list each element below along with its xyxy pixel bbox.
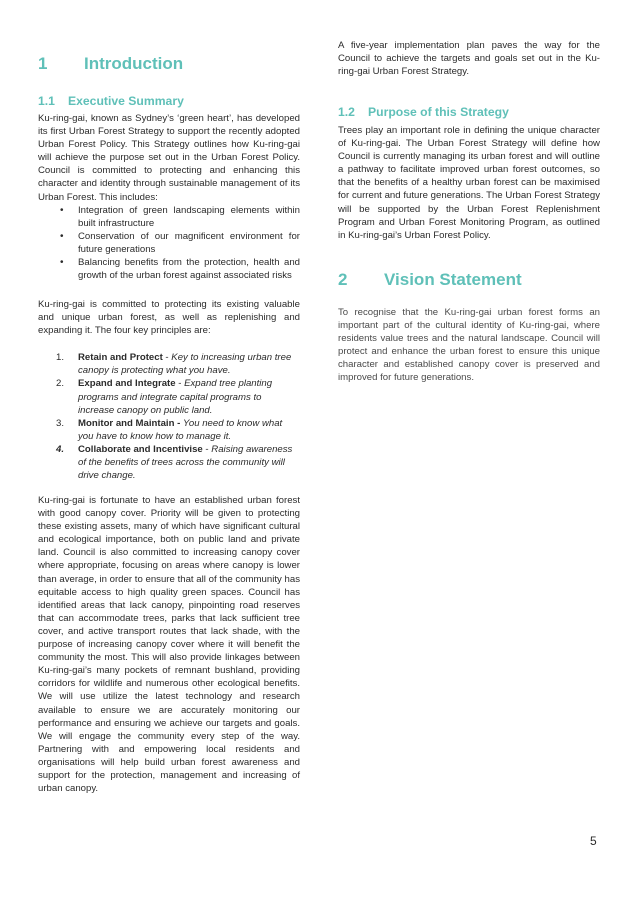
principle-title: Expand and Integrate xyxy=(78,378,176,390)
principles-list xyxy=(38,351,300,482)
principle-separator: - xyxy=(175,378,185,390)
principle-description: You need to know what you have to know how to manage it. xyxy=(78,417,283,442)
heading-introduction xyxy=(38,54,300,74)
principle-separator: - xyxy=(202,443,212,455)
principle-description: Key to increasing urban tree canopy is protecting what you have. xyxy=(78,352,292,377)
principle-item xyxy=(38,377,300,416)
heading-number: 1.2 xyxy=(338,105,355,119)
vision-body xyxy=(338,306,600,385)
principles-section xyxy=(38,298,300,482)
heading-number: 2 xyxy=(338,270,348,289)
canopy-paragraph: Ku-ring-gai is fortunate to have an established urban forest with good canopy cover. Priority will be given to protecting these existing assets, many of which have significant cultural and ecological importance, both on public land and private land. Council is also committed to increasing canopy cover where appropriate, focusing on areas where canopy is lower than average, in order to ensure that all of the community has equitable access to high quality green spaces. Council has identified areas that lack canopy, pinpointing road reserves that can accommodate trees, parks that lack sufficient tree cover, and active transport routes that lack shade, with the purpose of increasing canopy cover where it will benefit the community the most. This will also provide linkages between Ku-ring-gai’s many pockets of remnant bushland, providing corridors for wildlife and numerous other ecological benefits. We will use utilize the latest technology and research available to ensure we are accurately monitoring our performance and ensuring we achieve our targets and goals. We will engage the community every step of the way. Partnering with and empowering local residents and organisations will help build urban forest awareness and support for the protection, management and increasing of urban canopy. xyxy=(38,495,300,795)
heading-text: Executive Summary xyxy=(68,94,184,108)
purpose-paragraph: Trees play an important role in defining the unique character of Ku-ring-gai. The Urban Forest Strategy will define how Council is currently managing its urban forest and will outline a pathway to facilitate improved urban forest outcomes, so that the benefits of a healthy urban forest can be maximised for current and future generations. The Urban Forest Strategy will be supported by the Urban Forest Replenishment Program and Urban Forest Monitoring Program, as outlined in Ku-ring-gai’s Urban Forest Policy. xyxy=(338,125,600,241)
page-number: 5 xyxy=(590,834,597,848)
executive-summary-body xyxy=(38,112,300,282)
principle-title: Monitor and Maintain - xyxy=(78,417,181,429)
heading-text: Purpose of this Strategy xyxy=(368,105,509,119)
implementation-plan xyxy=(338,39,600,78)
exec-paragraph: Ku-ring-gai, known as Sydney’s ‘green heart’, has developed its first Urban Forest Strategy to support the recently adopted Urban Forest Policy. This Strategy outlines how Ku-ring-gai will achieve the purpose set out in the Urban Forest Policy. Council is committed to protecting and enhancing this character and identity through sustainable management of its Urban Forest. This includes: xyxy=(38,113,300,203)
list-item: • Integration of green landscaping elements within built infrastructure xyxy=(38,204,300,230)
purpose-body xyxy=(338,124,600,242)
list-item: • Balancing benefits from the protection, health and growth of the urban forest against associated risks xyxy=(38,256,300,282)
heading-vision xyxy=(338,270,600,290)
principle-number: 2. xyxy=(56,378,65,390)
plan-paragraph: A five-year implementation plan paves the way for the Council to achieve the targets and goals set out in the Ku-ring-gai Urban Forest Strategy. xyxy=(338,40,600,78)
heading-purpose xyxy=(338,105,600,119)
heading-number: 1 xyxy=(38,54,48,73)
benefits-list xyxy=(38,204,300,283)
list-item: • Conservation of our magnificent environment for future generations xyxy=(38,230,300,256)
heading-text: Introduction xyxy=(84,54,184,73)
canopy-section xyxy=(38,494,300,795)
vision-paragraph: To recognise that the Ku-ring-gai urban forest forms an important part of the cultural identity of Ku-ring-gai, where residents value trees and the natural landscape. Council will protect and enhance the urban forest to ensure this unique character and established canopy cover is preserved and improved for future generations. xyxy=(338,307,600,384)
principle-number: 3. xyxy=(56,417,65,429)
principle-description: Raising awareness of the benefits of trees across the community will drive change. xyxy=(78,443,293,482)
heading-executive-summary xyxy=(38,94,300,108)
principle-description: Expand tree planting programs and integrate capital programs to increase canopy on public land. xyxy=(78,378,273,416)
principles-intro: Ku-ring-gai is committed to protecting its existing valuable and unique urban forest, as well as replenishing and expanding it. The four key principles are: xyxy=(38,299,300,337)
principle-item xyxy=(38,417,300,443)
heading-number: 1.1 xyxy=(38,94,55,108)
heading-text: Vision Statement xyxy=(384,270,522,289)
principle-separator: - xyxy=(162,352,172,364)
principle-item xyxy=(38,351,300,377)
principle-number: 1. xyxy=(56,352,65,364)
principle-title: Retain and Protect xyxy=(78,352,163,364)
principle-number: 4. xyxy=(56,443,65,455)
principle-title: Collaborate and Incentivise xyxy=(78,443,203,455)
principle-item xyxy=(38,443,300,482)
